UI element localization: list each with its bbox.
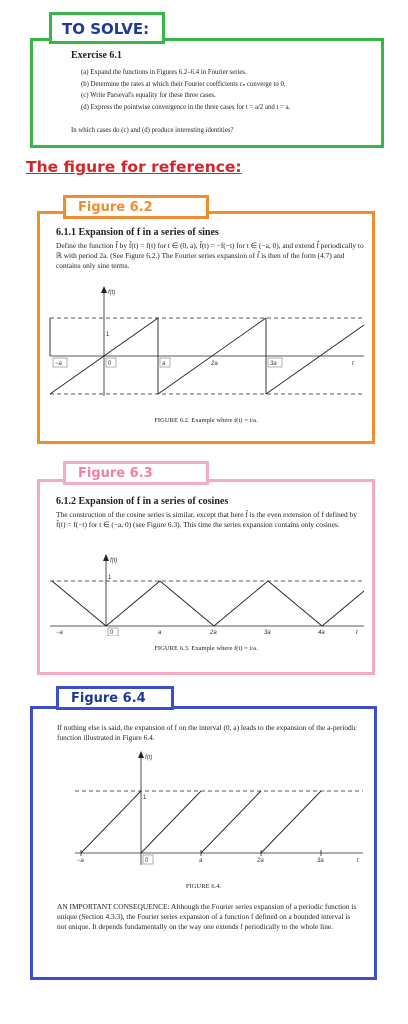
figure-6-3-label: Figure 6.3 [63, 461, 209, 485]
exercise-item-a: (a) Expand the functions in Figures 6.2–6.4 in Fourier series. [81, 69, 247, 76]
tick-label: t [356, 630, 358, 636]
tick-label: 0 [110, 630, 114, 636]
tick-label: a [199, 858, 203, 864]
exercise-box [30, 38, 384, 148]
tick-label: 3a [270, 361, 277, 367]
tick-label: 2a [211, 361, 218, 367]
section-title: 6.1.1 Expansion of f in a series of sines [56, 227, 219, 238]
figure-6-2-label: Figure 6.2 [63, 195, 209, 219]
section-title: 6.1.2 Expansion of f in a series of cosines [56, 496, 229, 507]
y-axis-label: f(t) [145, 755, 153, 761]
tick-label: t [352, 361, 354, 367]
tick-label: 3a [317, 858, 324, 864]
tick-label: 2a [210, 630, 217, 636]
exercise-footer: In which cases do (c) and (d) produce interesting identities? [71, 127, 234, 134]
triangle-wave-graph [46, 554, 368, 636]
reference-heading: The figure for reference: [26, 158, 242, 176]
exercise-list [81, 67, 290, 113]
figure-6-4-panel [30, 706, 377, 980]
y-axis-label: f(t) [110, 558, 118, 564]
tick-label: 4a [318, 630, 325, 636]
tick-label: t [357, 858, 359, 864]
consequence-paragraph: AN IMPORTANT CONSEQUENCE: Although the Fourier series expansion of a periodic function is unique (Section 4.3.3), the Fourier series expansion of a function f defined on a bounded interval is not unique. It depends fundamentally on the way one extends f periodically to the whole line. [57, 902, 357, 931]
tick-label: 2a [257, 858, 264, 864]
figure-caption: FIGURE 6.4. [185, 883, 222, 890]
tick-label: 3a [264, 630, 271, 636]
tick-label: 0 [108, 361, 112, 367]
tick-label: a [162, 361, 166, 367]
section-paragraph: The construction of the cosine series is similar, except that here f̃ is the even extension of f defined by f̃(t) = f(−t) for t ∈ (−a, 0) (see Figure 6.3). This time the series expansion contains only cosines. [56, 510, 357, 529]
figure-6-2-panel [37, 211, 375, 444]
figure-6-3-panel [37, 479, 375, 675]
exercise-title: Exercise 6.1 [71, 50, 122, 61]
level-label: 1 [143, 795, 147, 801]
exercise-item-b: (b) Determine the rates at which their Fourier coefficients cₙ converge to 0. [81, 80, 286, 88]
tick-label: a [158, 630, 162, 636]
sawtooth-odd-graph [46, 284, 368, 404]
level-label: 1 [106, 332, 110, 338]
tick-label: 0 [145, 858, 149, 864]
sawtooth-periodic-graph [45, 749, 365, 873]
tick-label: −a [77, 858, 84, 864]
tick-label: −a [56, 630, 63, 636]
to-solve-label: TO SOLVE: [49, 12, 165, 44]
section-paragraph: Define the function f̃ by f̃(t) = f(t) for t ∈ (0, a), f̃(t) = −f(−t) for t ∈ (−a, 0), and extend f̃ periodically to ℝ with period 2a. (See Figure 6.2.) The Fourier series expansion of f̃ is then of the form (4.7) and contains only sine terms. [56, 241, 364, 270]
section-paragraph: If nothing else is said, the expansion of f on the interval (0, a) leads to the expansion of the a-periodic function illustrated in Figure 6.4. [57, 723, 358, 742]
figure-6-4-label: Figure 6.4 [56, 686, 174, 710]
y-axis-label: f(t) [108, 290, 116, 296]
exercise-item-d: (d) Express the pointwise convergence in the three cases for t = a/2 and t = a. [81, 103, 291, 111]
tick-label: −a [55, 361, 62, 367]
figure-caption: FIGURE 6.3. Example where f(t) = t/a. [154, 645, 258, 652]
exercise-item-c: (c) Write Parseval's equality for these three cases. [81, 92, 216, 99]
figure-caption: FIGURE 6.2. Example where f(t) = t/a. [154, 417, 258, 424]
level-label: 1 [108, 575, 112, 581]
